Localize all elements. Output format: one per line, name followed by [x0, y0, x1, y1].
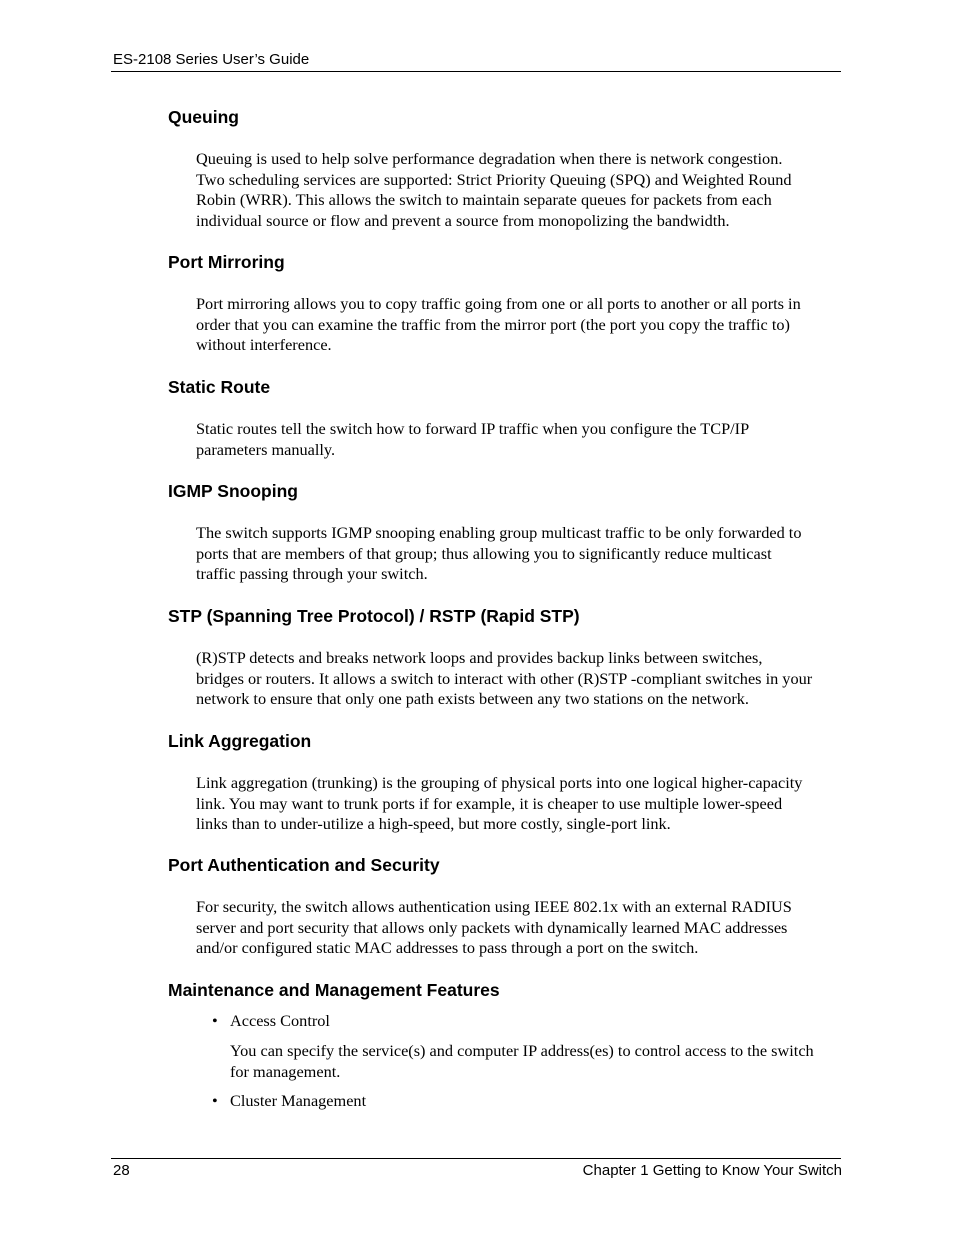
running-header: ES-2108 Series User’s Guide [113, 51, 310, 68]
body-line: link. You may want to trunk ports if for example, it is cheaper to use multiple lower-speed [196, 793, 783, 813]
header-rule [111, 71, 841, 72]
section-heading-queuing: Queuing [168, 107, 239, 127]
body-line: order that you can examine the traffic from the mirror port (the port you copy the traffic to) [196, 314, 790, 334]
section-heading-port-mirroring: Port Mirroring [168, 252, 285, 272]
section-heading-igmp-snooping: IGMP Snooping [168, 481, 298, 501]
section-body-queuing [196, 149, 846, 231]
section-heading-port-authentication: Port Authentication and Security [168, 855, 440, 875]
section-body-link-aggregation [196, 773, 846, 835]
bullet-marker: • [212, 1011, 218, 1030]
body-line: network to ensure that only one path exists between any two stations on the network. [196, 689, 749, 708]
section-heading-stp: STP (Spanning Tree Protocol) / RSTP (Rapid STP) [168, 606, 580, 626]
footer-rule [111, 1158, 841, 1159]
running-footer-chapter: Chapter 1 Getting to Know Your Switch [582, 1162, 842, 1179]
section-body-igmp-snooping [196, 523, 846, 585]
body-line: and/or configured static MAC addresses to pass through a port on the switch. [196, 938, 699, 957]
body-line: Static routes tell the switch how to forward IP traffic when you configure the TCP/IP [196, 419, 750, 438]
bullet-body-access-control [230, 1041, 845, 1082]
section-body-static-route [196, 419, 846, 460]
body-line: individual source or flow and prevent a source from monopolizing the bandwidth. [196, 210, 730, 230]
body-line: without interference. [196, 335, 332, 354]
body-line: for management. [230, 1061, 341, 1081]
bullet-item-cluster-management: Cluster Management [230, 1091, 367, 1110]
bullet-item-access-control: Access Control [230, 1011, 330, 1030]
section-body-port-mirroring [196, 294, 846, 356]
body-line: Robin (WRR). This allows the switch to maintain separate queues for packets from each [196, 190, 772, 209]
body-line: Port mirroring allows you to copy traffic going from one or all ports to another or all ports in [196, 294, 801, 313]
section-body-port-authentication [196, 897, 846, 959]
body-line: links than to under-utilize a high-speed, but more costly, single-port link. [196, 814, 671, 833]
body-line: traffic passing through your switch. [196, 564, 428, 583]
section-heading-static-route: Static Route [168, 377, 271, 397]
body-line: ports that are members of that group; thus allowing you to significantly reduce multicast [196, 543, 772, 563]
body-line: Link aggregation (trunking) is the grouping of physical ports into one logical higher-capacity [196, 773, 803, 792]
body-line: (R)STP detects and breaks network loops and provides backup links between switches, [196, 648, 763, 667]
page-number: 28 [113, 1162, 130, 1179]
body-line: The switch supports IGMP snooping enabling group multicast traffic to be only forwarded to [196, 523, 802, 542]
body-line: bridges or routers. It allows a switch to interact with other (R)STP -compliant switches in your [196, 668, 813, 688]
body-line: For security, the switch allows authentication using IEEE 802.1x with an external RADIUS [196, 897, 792, 916]
body-line: parameters manually. [196, 439, 336, 459]
section-body-stp [196, 648, 846, 710]
body-line: Queuing is used to help solve performance degradation when there is network congestion. [196, 149, 783, 168]
body-line: Two scheduling services are supported: Strict Priority Queuing (SPQ) and Weighted Round [196, 169, 792, 189]
body-line: You can specify the service(s) and computer IP address(es) to control access to the switch [230, 1041, 814, 1060]
bullet-marker: • [212, 1091, 218, 1110]
section-heading-maintenance: Maintenance and Management Features [168, 980, 500, 1000]
body-line: server and port security that allows only packets with dynamically learned MAC addresses [196, 917, 788, 937]
section-heading-link-aggregation: Link Aggregation [168, 731, 312, 751]
